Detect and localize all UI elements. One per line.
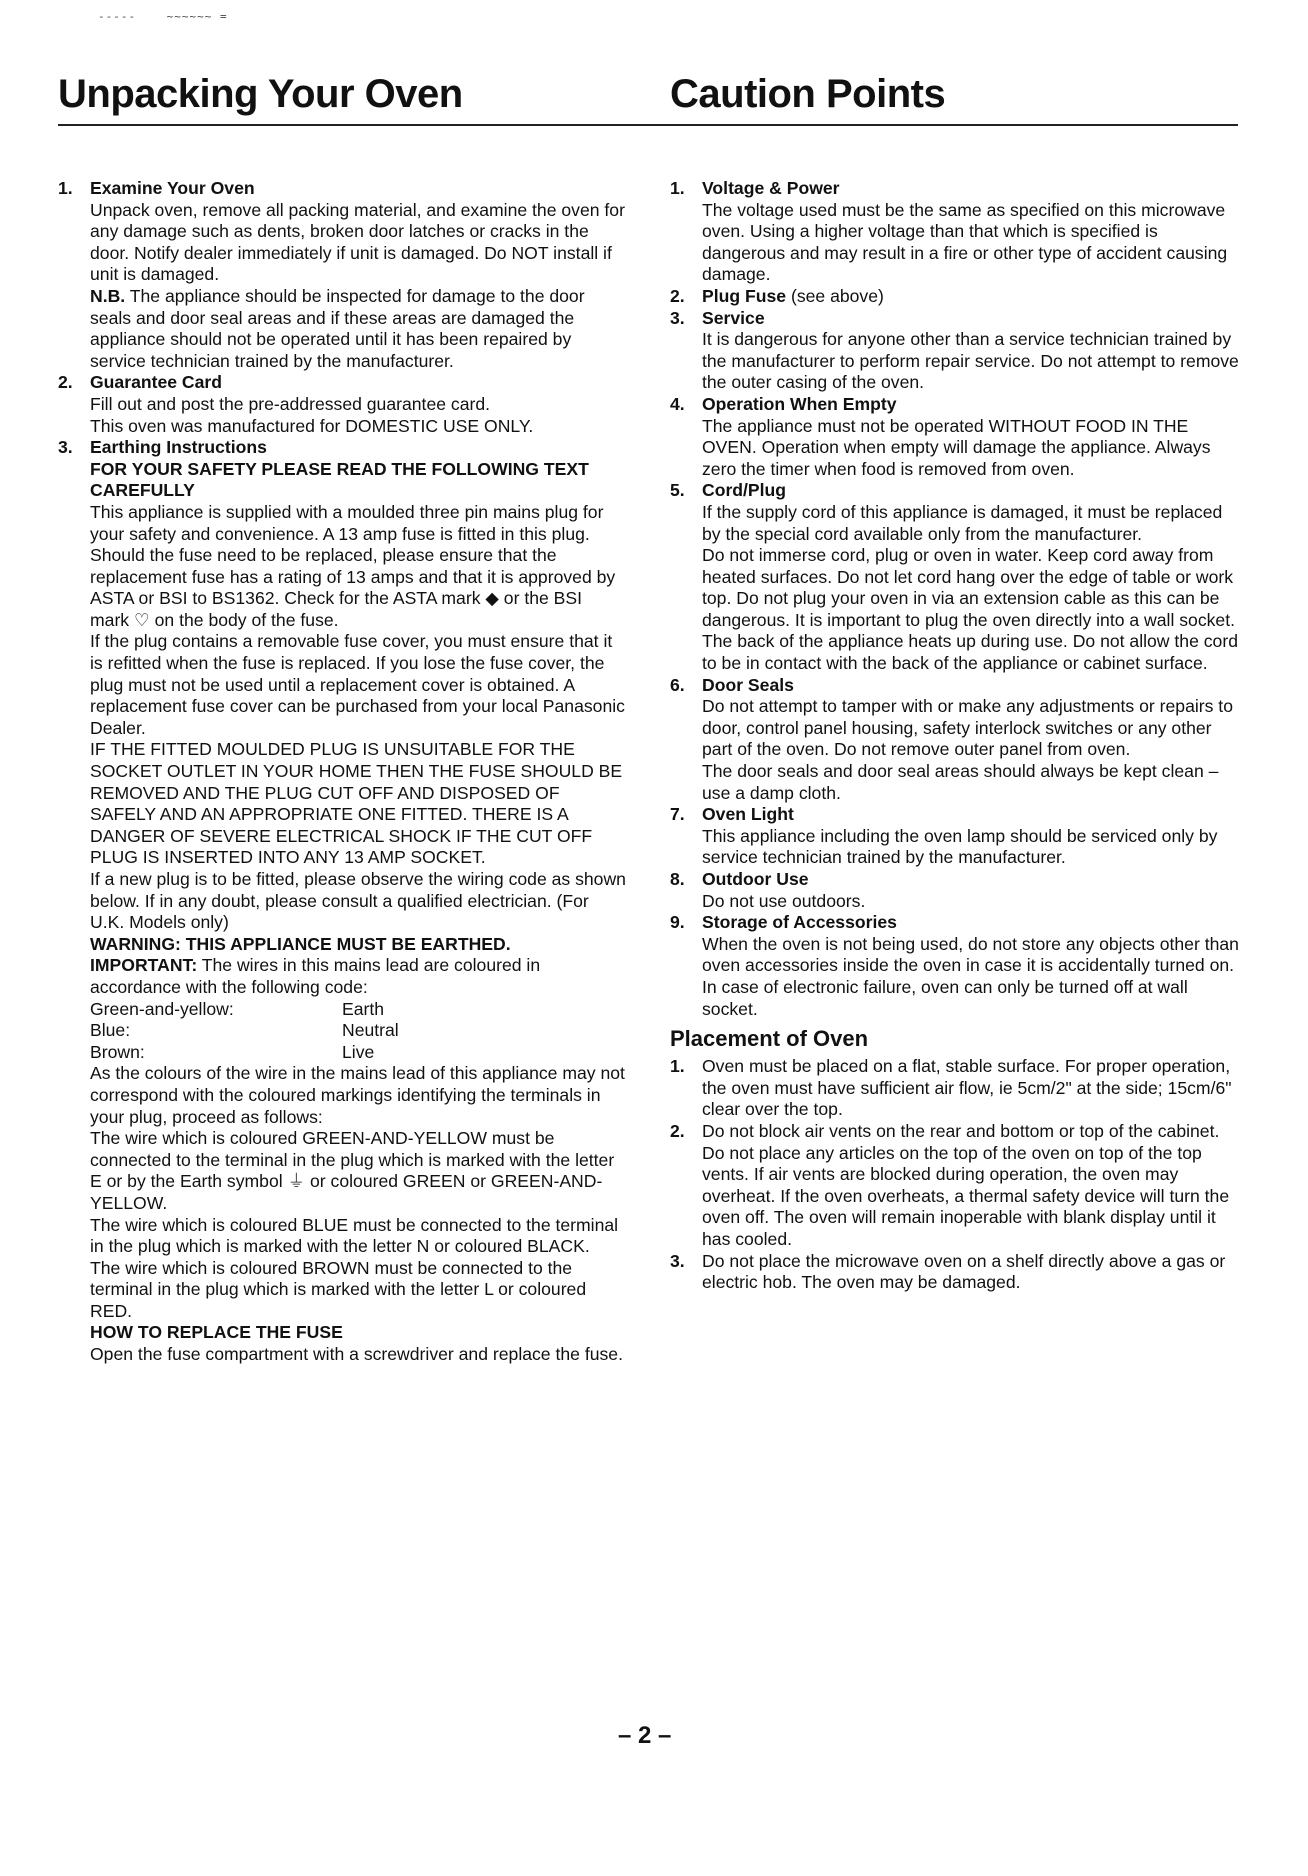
item-text: Do not immerse cord, plug or oven in water. Keep cord away from heated surfaces. Do not let cord hang over the edge of table or work top. Do not plug your oven in via an extension cable as this can be dangerous. It is important to plug the oven directly into a wall socket. The back of the appliance heats up during use. Do not allow the cord to be in contact with the back of the appliance or cabinet surface.	[702, 545, 1238, 674]
item-number: 3.	[670, 307, 685, 328]
item-text: The wire which is coloured GREEN-AND-YELLOW must be connected to the terminal in the plug which is marked with the letter E or by the Earth symbol ⏚ or coloured GREEN or GREEN-AND-YELLOW.	[90, 1128, 615, 1213]
wire-colour: Green-and-yellow:	[90, 998, 234, 1019]
item-number: 6.	[670, 674, 685, 695]
item-text: As the colours of the wire in the mains lead of this appliance may not correspond with the coloured markings identifying the terminals in your plug, proceed as follows:	[90, 1063, 625, 1127]
item-text: This oven was manufactured for DOMESTIC USE ONLY.	[90, 415, 534, 436]
item-number: 9.	[670, 912, 685, 933]
caution-item-cord-plug	[670, 480, 1242, 674]
item-text-caps: IF THE FITTED MOULDED PLUG IS UNSUITABLE FOR THE SOCKET OUTLET IN YOUR HOME THEN THE FUSE SHOULD BE REMOVED AND THE PLUG CUT OFF AND DISPOSED OF SAFELY AND AN APPROPRIATE ONE FITTED. THERE IS A DANGER OF SEVERE ELECTRICAL SHOCK IF THE CUT OFF PLUG IS INSERTED INTO ANY 13 AMP SOCKET.	[90, 739, 623, 868]
item-number: 4.	[670, 393, 685, 414]
item-number: 3.	[58, 437, 73, 458]
item-text: The appliance must not be operated WITHOUT FOOD IN THE OVEN. Operation when empty will damage the appliance. Always zero the timer when food is removed from oven.	[702, 415, 1211, 479]
item-title: Service	[702, 307, 765, 328]
unpacking-item-earthing	[58, 437, 626, 1366]
item-title: Storage of Accessories	[702, 912, 897, 933]
wire-role: Live	[342, 1041, 375, 1062]
item-text: Do not use outdoors.	[702, 890, 866, 911]
item-text: If the supply cord of this appliance is damaged, it must be replaced by the special cord available only from the manufacturer.	[702, 501, 1223, 544]
fuse-heading: HOW TO REPLACE THE FUSE	[90, 1322, 343, 1343]
item-number: 2.	[670, 1120, 685, 1141]
item-title: Door Seals	[702, 674, 794, 695]
item-number: 1.	[58, 178, 73, 198]
item-number: 5.	[670, 480, 685, 501]
item-text: If the plug contains a removable fuse cover, you must ensure that it is refitted when the fuse is replaced. If you lose the fuse cover, the plug must not be used until a replacement cover is obtained. A replacement fuse cover can be purchased from your local Panasonic Dealer.	[90, 631, 625, 738]
item-text: This appliance including the oven lamp should be serviced only by service technician trained by the manufacturer.	[702, 825, 1218, 868]
item-text: The wire which is coloured BLUE must be connected to the terminal in the plug which is marked with the letter N or coloured BLACK.	[90, 1214, 619, 1257]
item-title: Voltage & Power	[702, 178, 840, 198]
item-title: Cord/Plug	[702, 480, 787, 501]
important-text: The wires in this mains lead are coloured in accordance with the following code:	[90, 955, 541, 997]
caution-column	[670, 178, 1242, 1294]
safety-heading: FOR YOUR SAFETY PLEASE READ THE FOLLOWING TEXT CAREFULLY	[90, 458, 589, 501]
item-number: 2.	[670, 285, 685, 306]
item-text: Fill out and post the pre-addressed guarantee card.	[90, 393, 491, 414]
item-text: Open the fuse compartment with a screwdriver and replace the fuse.	[90, 1344, 623, 1365]
caution-item-oven-light	[670, 804, 1242, 869]
note-text: The appliance should be inspected for damage to the door seals and door seal areas and if these areas are damaged the appliance should not be operated until it has been repaired by service technician trained by the manufacturer.	[90, 285, 585, 371]
item-number: 1.	[670, 1056, 685, 1077]
item-title: Examine Your Oven	[90, 178, 255, 198]
item-title: Oven Light	[702, 804, 794, 825]
item-number: 8.	[670, 869, 685, 889]
important-label: IMPORTANT:	[90, 955, 198, 976]
item-text: The voltage used must be the same as specified on this microwave oven. Using a higher voltage than that which is specified is dangerous and may result in a fire or other type of accident causing damage.	[702, 199, 1228, 285]
note-label: N.B.	[90, 285, 126, 306]
placement-heading: Placement of Oven	[670, 1026, 869, 1052]
item-text: Oven must be placed on a flat, stable surface. For proper operation, the oven must have sufficient air flow, ie 5cm/2" at the side; 15cm/6" clear over the top.	[702, 1056, 1232, 1120]
caution-item-plug-fuse	[670, 286, 1242, 308]
caution-item-voltage	[670, 178, 1242, 286]
placement-item	[670, 1056, 1242, 1121]
wire-role: Earth	[342, 998, 385, 1019]
item-text: Do not place the microwave oven on a shelf directly above a gas or electric hob. The oven may be damaged.	[702, 1250, 1226, 1293]
wire-role: Neutral	[342, 1020, 399, 1041]
important-note	[90, 955, 626, 998]
caution-item-storage	[670, 912, 1242, 1020]
item-text: Do not block air vents on the rear and bottom or top of the cabinet. Do not place any articles on the top of the oven on top of the top vents. If air vents are blocked during operation, the oven may overheat. If the oven overheats, a thermal safety device will turn the oven off. The oven will remain inoperable with blank display until it has cooled.	[702, 1120, 1230, 1249]
item-number: 3.	[670, 1250, 685, 1271]
item-text: This appliance is supplied with a moulded three pin mains plug for your safety and convenience. A 13 amp fuse is fitted in this plug. Should the fuse need to be replaced, please ensure that the replacement fuse has a rating of 13 amps and that it is approved by ASTA or BSI to BS1362. Check for the ASTA mark ◆ or the BSI mark ♡ on the body of the fuse.	[90, 501, 616, 630]
wire-colour: Brown:	[90, 1041, 145, 1062]
caution-item-door-seals	[670, 675, 1242, 805]
wire-colour: Blue:	[90, 1020, 131, 1041]
caution-item-outdoor-use	[670, 869, 1242, 912]
unpacking-item-examine	[58, 178, 626, 372]
item-title: Outdoor Use	[702, 869, 809, 889]
item-title: Guarantee Card	[90, 372, 222, 393]
caution-item-operation-empty	[670, 394, 1242, 480]
item-text: The door seals and door seal areas should always be kept clean – use a damp cloth.	[702, 761, 1219, 803]
heading-caution-points: Caution Points	[670, 72, 946, 116]
item-number: 1.	[670, 178, 685, 198]
item-title: Plug Fuse	[702, 285, 787, 306]
item-number: 7.	[670, 804, 685, 825]
item-note	[90, 286, 626, 372]
placement-item	[670, 1251, 1242, 1294]
unpacking-column	[58, 178, 626, 1366]
item-text: If a new plug is to be fitted, please observe the wiring code as shown below. If in any doubt, please consult a qualified electrician. (For U.K. Models only)	[90, 869, 626, 933]
header-scan-marks: ----- ~~~~~~ =	[98, 10, 228, 23]
item-text: The wire which is coloured BROWN must be connected to the terminal in the plug which is marked with the letter L or coloured RED.	[90, 1257, 587, 1321]
unpacking-item-guarantee	[58, 372, 626, 437]
item-title-line	[702, 286, 1242, 308]
heading-unpacking: Unpacking Your Oven	[58, 72, 463, 116]
item-title: Operation When Empty	[702, 393, 897, 414]
item-text: It is dangerous for anyone other than a service technician trained by the manufacturer to perform repair service. Do not attempt to remove the outer casing of the oven.	[702, 329, 1239, 393]
caution-item-service	[670, 308, 1242, 394]
item-text: Do not attempt to tamper with or make any adjustments or repairs to door, control panel housing, safety interlock switches or any other part of the oven. Do not remove outer panel from oven.	[702, 696, 1233, 760]
placement-item	[670, 1121, 1242, 1251]
item-text: Unpack oven, remove all packing material, and examine the oven for any damage such as dents, broken door latches or cracks in the door. Notify dealer immediately if unit is damaged. Do NOT install if unit is damaged.	[90, 199, 625, 285]
item-title-suffix: (see above)	[786, 285, 884, 306]
warning-text: WARNING: THIS APPLIANCE MUST BE EARTHED.	[90, 933, 511, 954]
item-title: Earthing Instructions	[90, 437, 267, 458]
page-number: – 2 –	[618, 1722, 672, 1749]
wire-colour-code	[90, 999, 626, 1064]
header-rule	[58, 124, 1238, 126]
item-text: When the oven is not being used, do not store any objects other than oven accessories inside the oven in case it is accidentally turned on. In case of electronic failure, oven can only be turned off at wall socket.	[702, 933, 1239, 1019]
item-number: 2.	[58, 372, 73, 393]
